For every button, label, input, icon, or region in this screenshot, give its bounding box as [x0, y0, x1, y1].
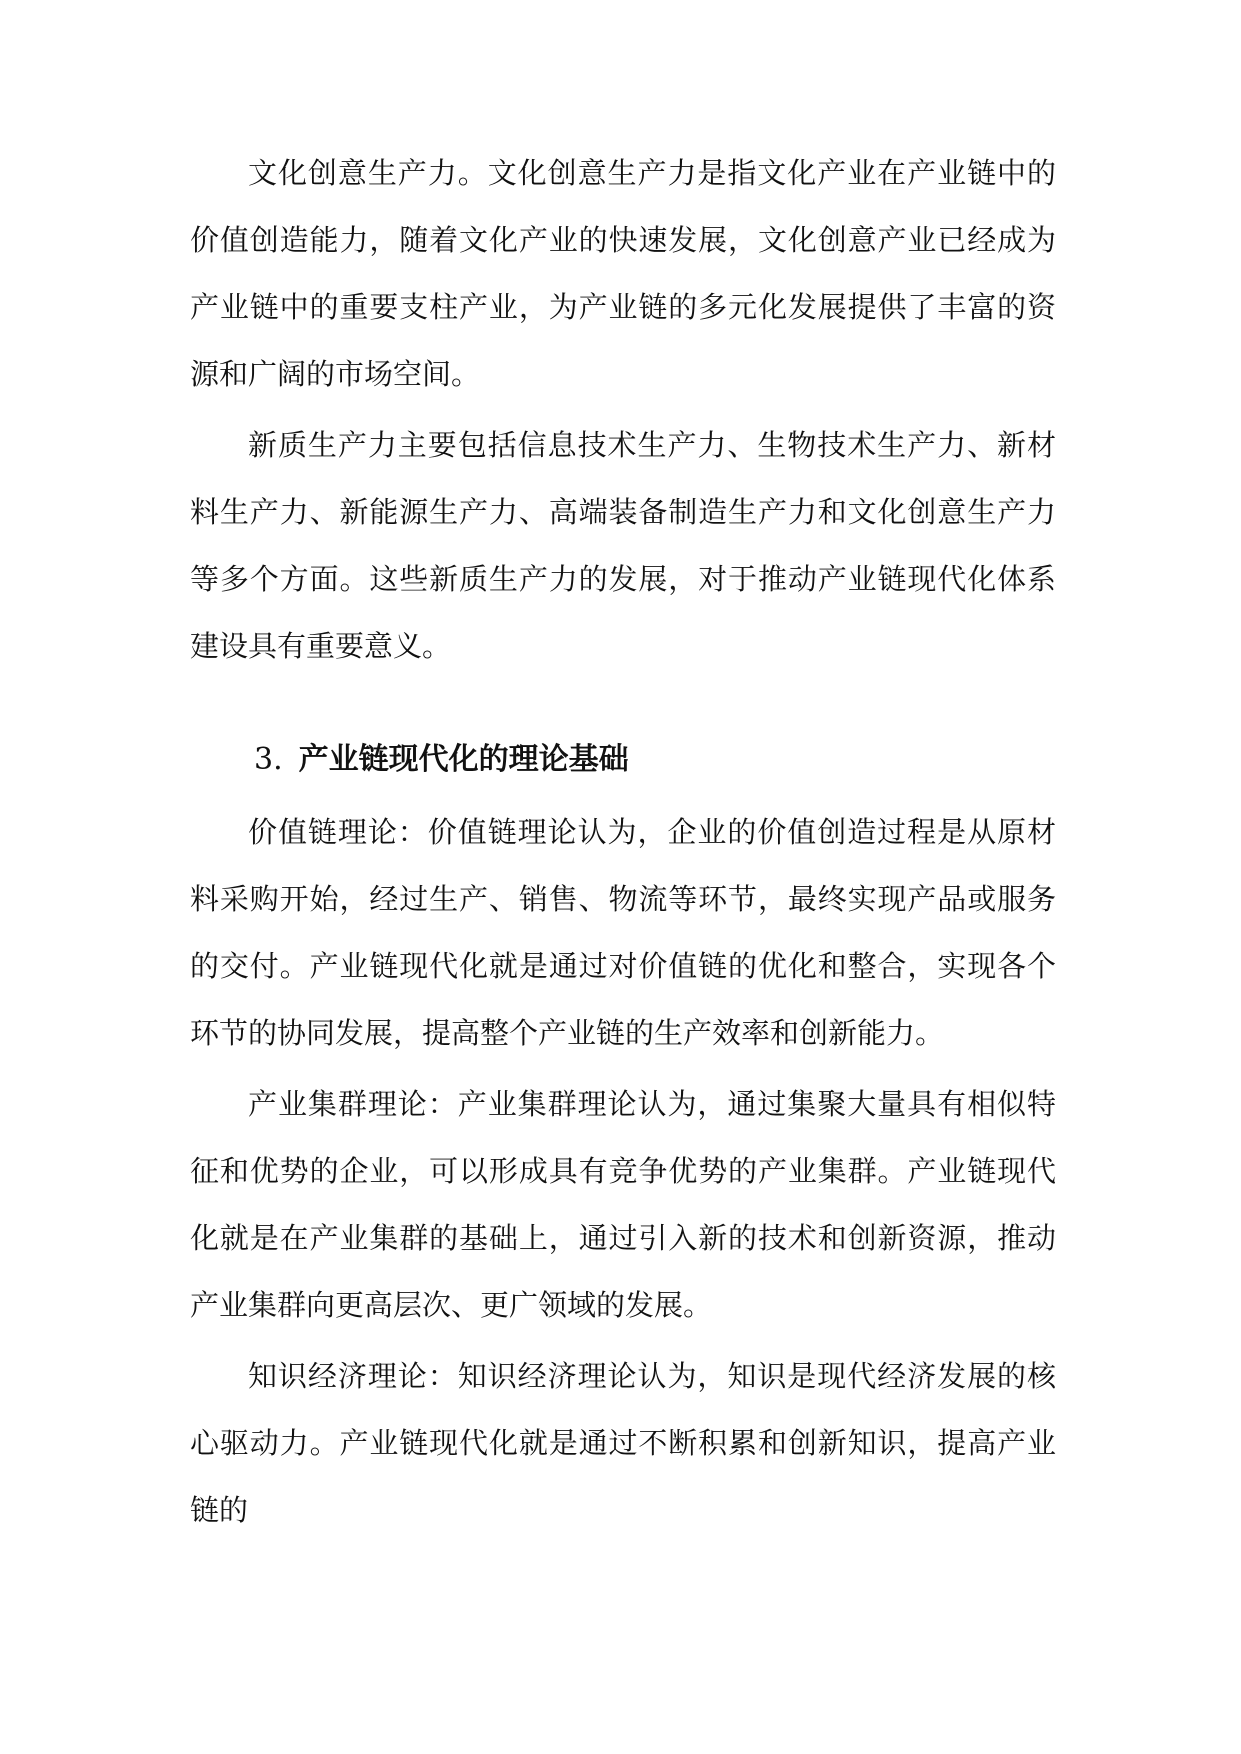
section-title: 产业链现代化的理论基础: [298, 742, 629, 777]
paragraph-industrial-cluster-theory: 产业集群理论：产业集群理论认为，通过集聚大量具有相似特征和优势的企业，可以形成具有竞争优势的产业集群。产业链现代化就是在产业集群的基础上，通过引入新的技术和创新资源，推动产业集群向更高层次、更广领域的发展。: [190, 1087, 1056, 1322]
paragraph-cultural-creative-productivity: 文化创意生产力。文化创意生产力是指文化产业在产业链中的价值创造能力，随着文化产业的快速发展，文化创意产业已经成为产业链中的重要支柱产业，为产业链的多元化发展提供了丰富的资源和广阔的市场空间。: [190, 156, 1056, 391]
document-page: [190, 140, 1056, 1544]
paragraph-new-quality-productivity: 新质生产力主要包括信息技术生产力、生物技术生产力、新材料生产力、新能源生产力、高端装备制造生产力和文化创意生产力等多个方面。这些新质生产力的发展，对于推动产业链现代化体系建设具有重要意义。: [190, 428, 1056, 663]
paragraph-value-chain-theory: 价值链理论：价值链理论认为，企业的价值创造过程是从原材料采购开始，经过生产、销售、物流等环节，最终实现产品或服务的交付。产业链现代化就是通过对价值链的优化和整合，实现各个环节的协同发展，提高整个产业链的生产效率和创新能力。: [190, 815, 1056, 1050]
paragraph-knowledge-economy-theory: 知识经济理论：知识经济理论认为，知识是现代经济发展的核心驱动力。产业链现代化就是通过不断积累和创新知识，提高产业链的: [190, 1359, 1056, 1527]
section-number: 3.: [254, 742, 283, 777]
section-heading: [190, 726, 1056, 793]
